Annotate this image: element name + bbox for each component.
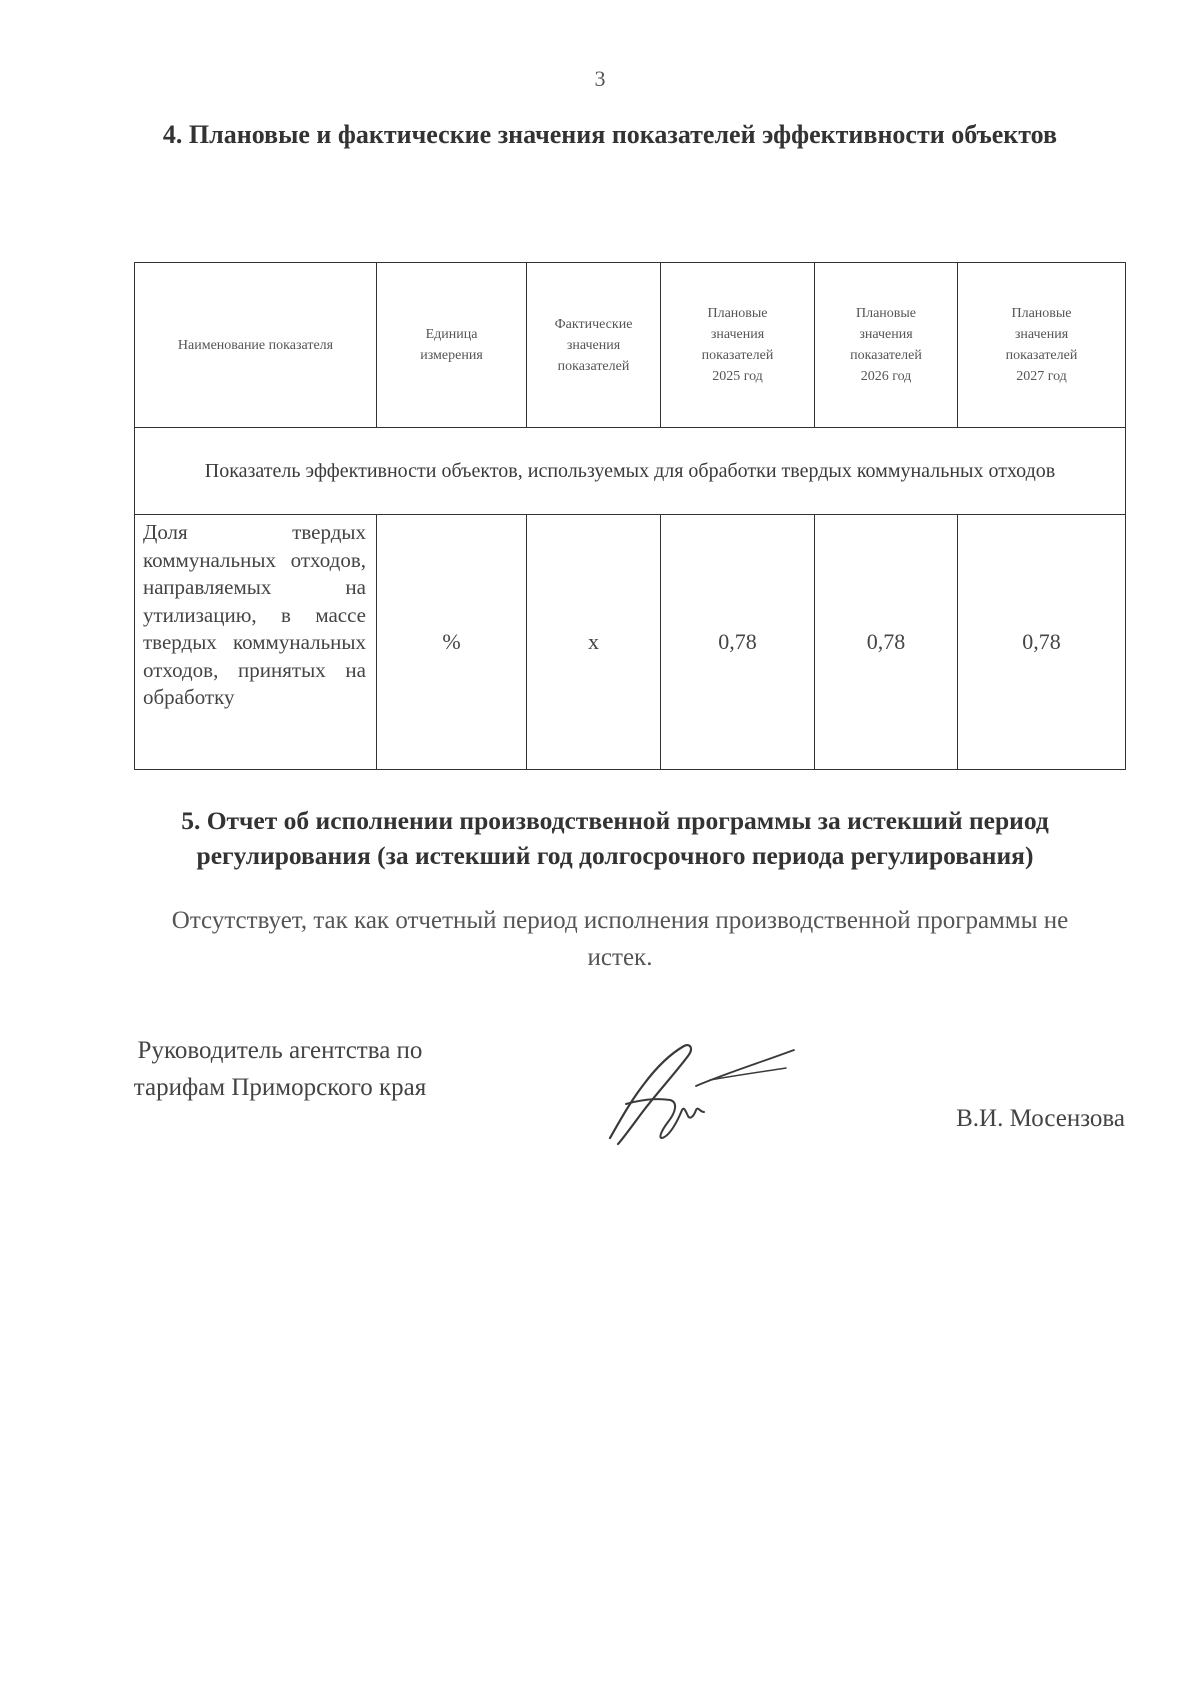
page-number: 3 — [594, 66, 606, 91]
handwritten-signature — [600, 1040, 800, 1150]
indicators-table — [134, 262, 1126, 770]
cell-plan-2026: 0,78 — [815, 515, 958, 770]
header-plan-2027: Плановые значения показателей 2027 год — [958, 263, 1126, 428]
signer-name: В.И. Мосензова — [956, 1105, 1125, 1132]
header-actual-values: Фактические значения показателей — [527, 263, 661, 428]
header-plan-2025: Плановые значения показателей 2025 год — [661, 263, 815, 428]
table-row — [135, 515, 1126, 770]
table-group-row — [135, 428, 1126, 515]
header-plan-2026: Плановые значения показателей 2026 год — [815, 263, 958, 428]
table-header-row — [135, 263, 1126, 428]
header-indicator-name: Наименование показателя — [135, 263, 377, 428]
cell-indicator-name: Доля твердых коммунальных отходов, направляемых на утилизацию, в массе твердых коммунальных отходов, принятых на обработку — [135, 515, 377, 770]
section-4-title: 4. Плановые и фактические значения показателей эффективности объектов — [162, 120, 1058, 149]
group-label: Показатель эффективности объектов, используемых для обработки твердых коммунальных отходов — [135, 428, 1126, 515]
section-5-note: Отсутствует, так как отчетный период исполнения производственной программы не истек. — [171, 907, 1069, 971]
cell-plan-2025: 0,78 — [661, 515, 815, 770]
cell-plan-2027: 0,78 — [958, 515, 1126, 770]
cell-unit: % — [377, 515, 527, 770]
header-unit: Единица измерения — [377, 263, 527, 428]
section-5-title: 5. Отчет об исполнении производственной программы за истекший период регулирования (за истекший год долгосрочного периода регулирования) — [181, 806, 1049, 870]
cell-actual: х — [527, 515, 661, 770]
signer-position: Руководитель агентства по тарифам Приморского края — [133, 1037, 427, 1101]
